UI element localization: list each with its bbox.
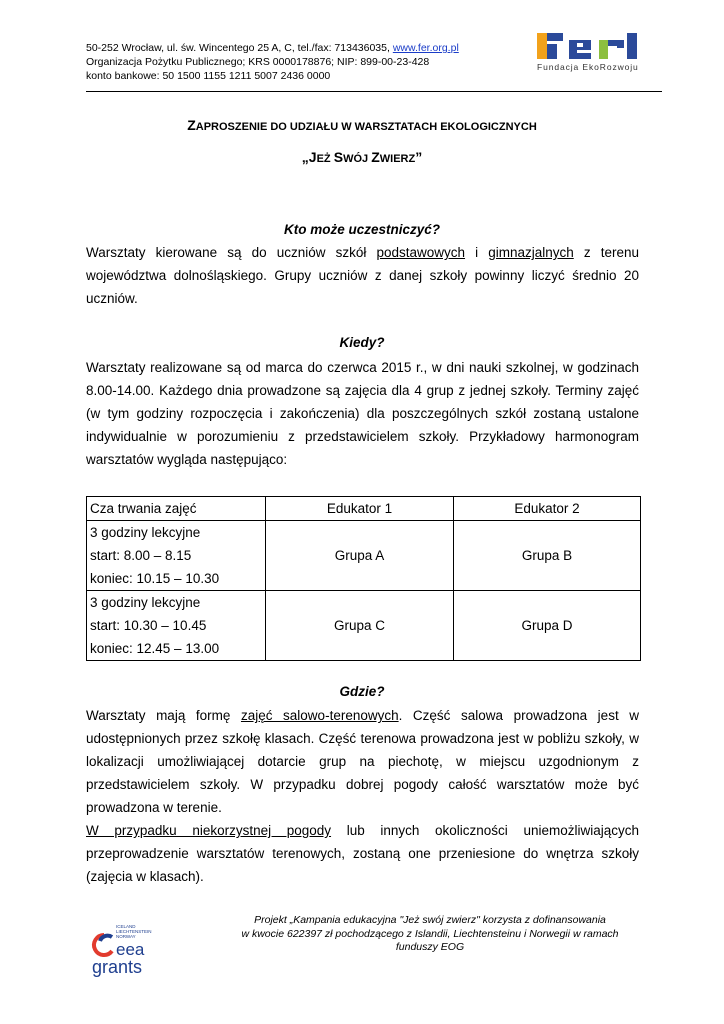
para-line: (w tym godziny rozpoczęcia i zakończenia) dla poszczególnych szkół zostaną ustalone	[86, 406, 639, 421]
para-line: przeprowadzenie warsztatów terenowych, zostaną one przeniesione do wnętrza szkoły	[86, 846, 639, 861]
duration-text: 3 godziny lekcyjne	[90, 525, 201, 540]
workshop-name-part: ”	[415, 149, 423, 165]
para-line: indywidualnie w porozumieniu z przedstawicielem szkoły. Przykładowy harmonogram	[86, 429, 639, 444]
para-line	[86, 704, 639, 727]
educator2-cell: Grupa D	[454, 591, 641, 661]
logo-country: ICELAND	[116, 924, 136, 929]
duration-text: 3 godziny lekcyjne	[90, 595, 201, 610]
workshop-name	[0, 149, 724, 165]
duration-cell	[87, 521, 266, 591]
footer-line: Projekt „Kampania edukacyjna "Jeż swój zwierz" korzysta z dofinansowania	[254, 914, 606, 926]
educator1-cell: Grupa A	[266, 521, 454, 591]
workshop-name-part: WIERZ	[379, 153, 416, 165]
footer-line: w kwocie 622397 zł pochodzącego z Islandii, Liechtensteinu i Norwegii w ramach	[241, 927, 619, 940]
address-text: 50-252 Wrocław, ul. św. Wincentego 25 A, C, tel./fax: 713436035,	[86, 42, 393, 54]
when-heading: Kiedy?	[339, 335, 385, 350]
educator1-cell: Grupa C	[266, 591, 454, 661]
header-divider	[86, 91, 662, 92]
table-row	[87, 591, 641, 661]
workshop-name-part: S	[333, 149, 344, 165]
workshop-name-part: „J	[301, 149, 317, 165]
duration-cell	[87, 591, 266, 661]
end-text: koniec: 10.15 – 10.30	[90, 571, 220, 586]
para-line: warsztatów wygląda następująco:	[86, 452, 288, 467]
word: Warsztaty	[86, 245, 146, 260]
word: z	[583, 245, 591, 260]
address-line	[86, 42, 459, 56]
text-part: lub innych okoliczności uniemożliwiających	[331, 823, 639, 838]
para-line	[86, 241, 639, 264]
underlined-text: W przypadku niekorzystnej pogody	[86, 823, 332, 838]
invitation-title	[0, 117, 724, 133]
table-header: Cza trwania zajęć	[87, 497, 266, 521]
table-row	[87, 521, 641, 591]
start-text: start: 8.00 – 8.15	[90, 548, 192, 563]
para-line: lokalizacji umożliwiającej dotarcie grup na piechotę, w miejscu uzgodnionym z	[86, 754, 639, 769]
word: kierowane	[155, 245, 218, 260]
para-line: Warsztaty realizowane są od marca do czerwca 2015 r., w dni nauki szkolnej, w godzinach	[86, 360, 639, 375]
para-line: uczniów.	[86, 291, 138, 306]
title-initial: Z	[187, 117, 196, 133]
para-line: 8.00-14.00. Każdego dnia prowadzone są zajęcia dla 4 grup z jednej szkoły. Terminy zajęć	[86, 383, 639, 398]
underlined-word: podstawowych	[376, 245, 466, 260]
schedule-table	[86, 496, 641, 661]
para-line	[86, 819, 639, 842]
para-line: prowadzona w terenie.	[86, 800, 222, 815]
table-header-row	[87, 497, 641, 521]
bank-account-line: konto bankowe: 50 1500 1155 1211 5007 2436 0000	[86, 70, 331, 82]
text-part: . Część salowa prowadzona jest w	[398, 708, 640, 723]
text-part: Warsztaty mają formę	[86, 708, 241, 723]
underlined-text: zajęć salowo-terenowych	[240, 708, 399, 723]
logo-country: LIECHTENSTEIN	[116, 929, 152, 934]
word: są	[227, 245, 242, 260]
word: uczniów	[276, 245, 326, 260]
word: do	[251, 245, 267, 260]
footer-line: funduszy EOG	[395, 941, 465, 953]
who-paragraph	[86, 241, 639, 310]
where-heading: Gdzie?	[339, 684, 385, 699]
word: i	[475, 245, 479, 260]
registration-line: Organizacja Pożytku Publicznego; KRS 0000178876; NIP: 899-00-23-428	[86, 56, 430, 68]
word: szkół	[335, 245, 367, 260]
website-link[interactable]: www.fer.org.pl	[392, 42, 459, 54]
para-line: (zajęcia w klasach).	[86, 869, 204, 884]
educator2-cell: Grupa B	[454, 521, 641, 591]
workshop-name-part: WÓJ	[343, 153, 372, 165]
where-paragraph	[86, 704, 639, 888]
para-line: udostępnionych przez szkołę klasach. Część terenowa prowadzona jest w pobliżu szkoły, w	[86, 731, 639, 746]
logo-grants: grants	[92, 957, 143, 977]
word: terenu	[600, 245, 639, 260]
workshop-name-part: EŻ	[316, 153, 334, 165]
para-line: województwa dolnośląskiego. Grupy uczniów z danej szkoły powinny liczyć średnio 20	[86, 268, 639, 283]
footer-funding-note	[230, 914, 630, 955]
workshop-name-part: Z	[371, 149, 380, 165]
when-paragraph	[86, 356, 639, 471]
logo-country: NORWAY	[116, 934, 136, 939]
title-rest: APROSZENIE DO UDZIAŁU W WARSZTATACH EKOLOGICZNYCH	[195, 121, 537, 133]
table-header: Edukator 2	[454, 497, 641, 521]
eea-grants-logo	[90, 915, 180, 985]
para-line: przedstawicielem szkoły. W przypadku dobrej pogody całość warsztatów może być	[86, 777, 639, 792]
table-header: Edukator 1	[266, 497, 454, 521]
logo-eea: eea	[116, 940, 145, 959]
who-heading: Kto może uczestniczyć?	[283, 222, 441, 237]
fer-logo-caption: Fundacja EkoRozwoju	[537, 62, 639, 72]
underlined-word: gimnazjalnych	[488, 245, 574, 260]
end-text: koniec: 12.45 – 13.00	[90, 641, 220, 656]
start-text: start: 10.30 – 10.45	[90, 618, 207, 633]
